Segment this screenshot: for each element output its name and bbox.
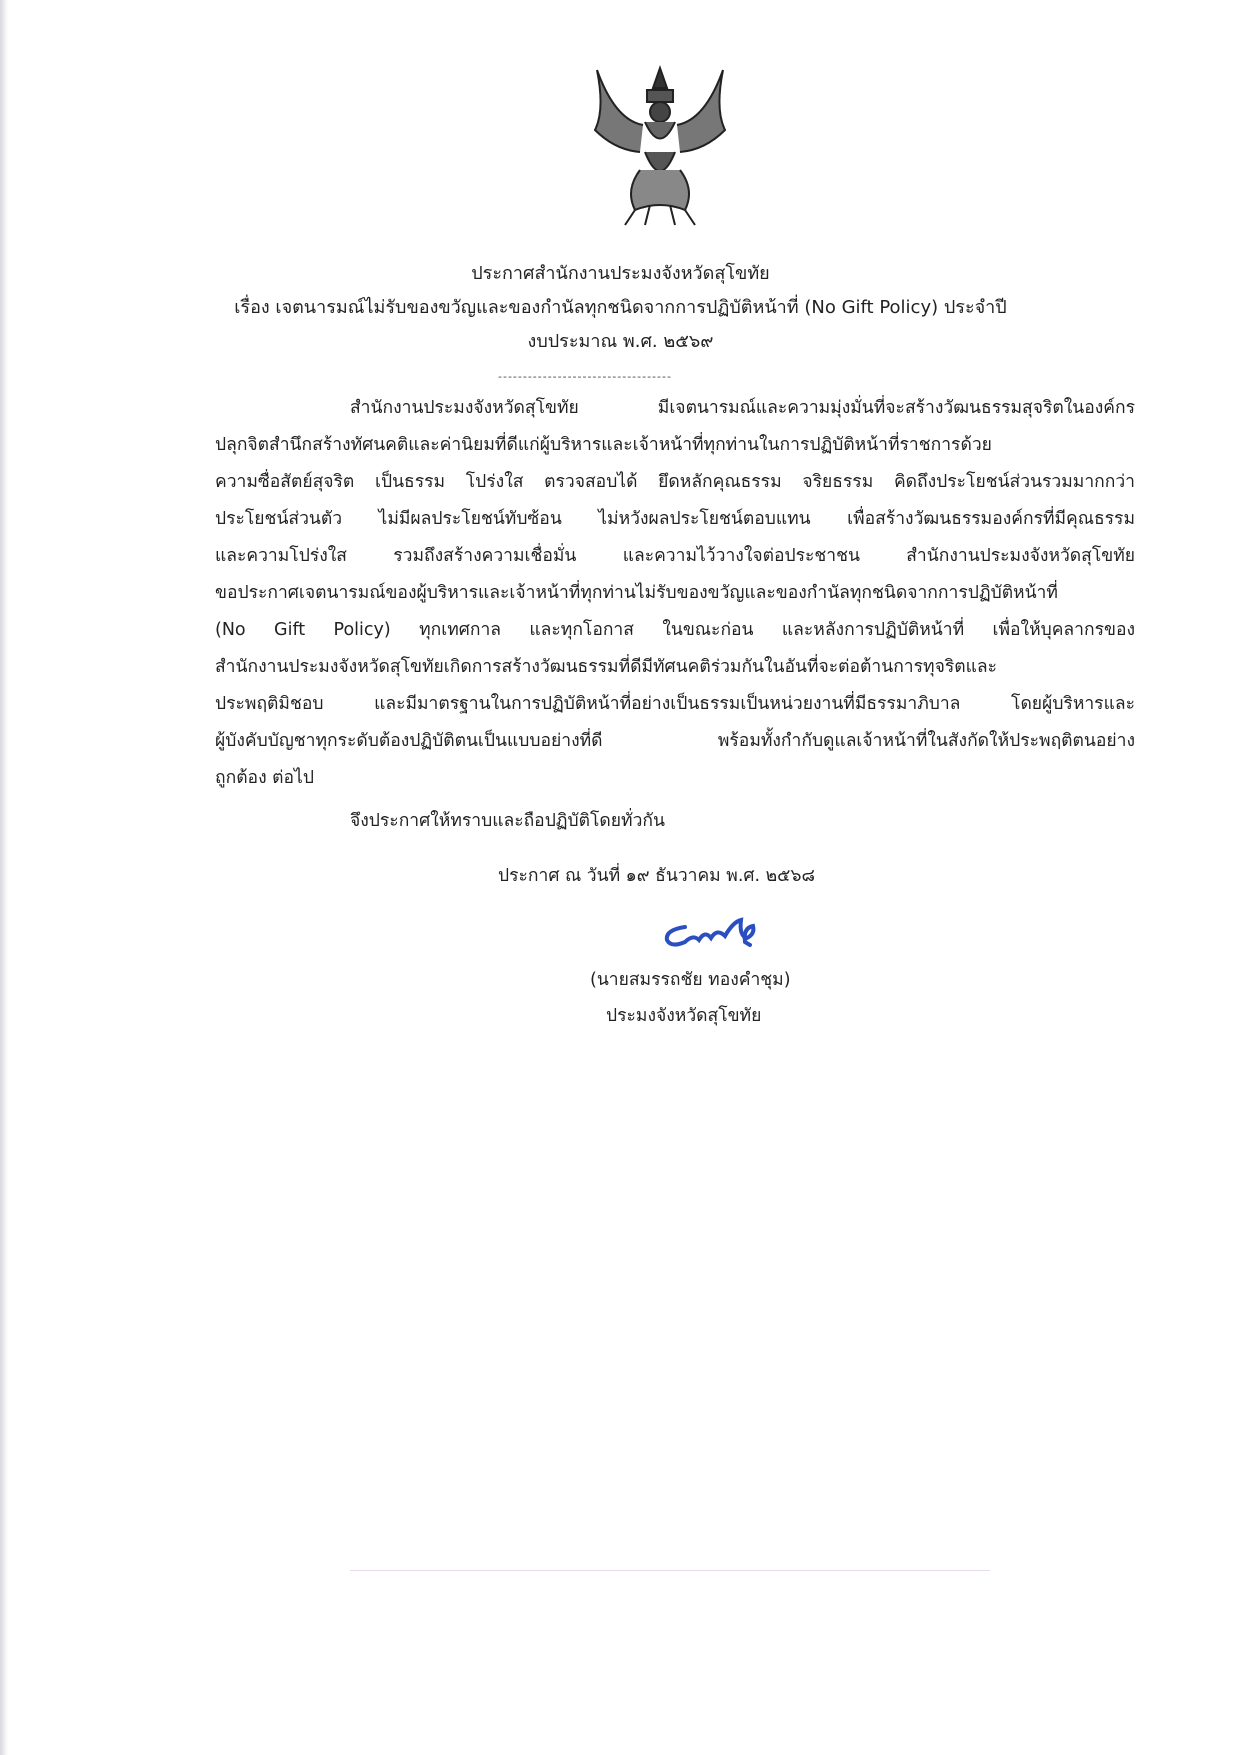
- body-line: ประพฤติมิชอบ และมีมาตรฐานในการปฏิบัติหน้าที่อย่างเป็นธรรมเป็นหน่วยงานที่มีธรรมาภิบาล โดยผู้บริหารและ: [215, 694, 1135, 714]
- body-line: (No Gift Policy) ทุกเทศกาล และทุกโอกาส ในขณะก่อน และหลังการปฏิบัติหน้าที่ เพื่อให้บุคลากรของ: [215, 620, 1135, 640]
- fiscal-year: งบประมาณ พ.ศ. ๒๕๖๙: [527, 331, 714, 352]
- signature-icon: [655, 912, 765, 957]
- body-line: ความซื่อสัตย์สุจริต เป็นธรรม โปร่งใส ตรวจสอบได้ ยึดหลักคุณธรรม จริยธรรม คิดถึงประโยชน์ส่วนรวมมากกว่า: [215, 472, 1135, 492]
- body-line: และความโปร่งใส รวมถึงสร้างความเชื่อมั่น และความไว้วางใจต่อประชาชน สำนักงานประมงจังหวัดสุโขทัย: [215, 546, 1135, 566]
- announcement-date: ประกาศ ณ วันที่ ๑๙ ธันวาคม พ.ศ. ๒๕๖๘: [498, 866, 815, 886]
- body-line: ประโยชน์ส่วนตัว ไม่มีผลประโยชน์ทับซ้อน ไม่หวังผลประโยชน์ตอบแทน เพื่อสร้างวัฒนธรรมองค์กรที่มีคุณธรรม: [215, 509, 1135, 529]
- body-line: ขอประกาศเจตนารมณ์ของผู้บริหารและเจ้าหน้าที่ทุกท่านไม่รับของขวัญและของกำนัลทุกชนิดจากการปฏิบัติหน้าที่: [215, 583, 1058, 603]
- body-line: ถูกต้อง ต่อไป: [215, 768, 314, 788]
- body-line: สำนักงานประมงจังหวัดสุโขทัย มีเจตนารมณ์และความมุ่งมั่นที่จะสร้างวัฒนธรรมสุจริตในองค์กร: [350, 398, 1135, 418]
- body-line: ผู้บังคับบัญชาทุกระดับต้องปฏิบัติตนเป็นแบบอย่างที่ดี พร้อมทั้งกำกับดูแลเจ้าหน้าที่ในสังกัดให้ประพฤติตนอย่าง: [215, 731, 1135, 751]
- signatory-name: (นายสมรรถชัย ทองคำชุม): [590, 970, 791, 990]
- announcement-title: ประกาศสำนักงานประมงจังหวัดสุโขทัย: [471, 263, 770, 284]
- footer-rule: [350, 1570, 990, 1571]
- signatory-position: ประมงจังหวัดสุโขทัย: [606, 1006, 762, 1026]
- garuda-emblem-icon: [585, 60, 735, 230]
- closing-statement: จึงประกาศให้ทราบและถือปฏิบัติโดยทั่วกัน: [350, 811, 665, 831]
- body-line: สำนักงานประมงจังหวัดสุโขทัยเกิดการสร้างวัฒนธรรมที่ดีมีทัศนคติร่วมกันในอันที่จะต่อต้านการทุจริตและ: [215, 657, 997, 677]
- separator-line: -----------------------------------: [498, 370, 672, 383]
- announcement-subject: เรื่อง เจตนารมณ์ไม่รับของขวัญและของกำนัลทุกชนิดจากการปฏิบัติหน้าที่ (No Gift Policy) ประจำปี: [234, 297, 1007, 318]
- body-line: ปลุกจิตสำนึกสร้างทัศนคติและค่านิยมที่ดีแก่ผู้บริหารและเจ้าหน้าที่ทุกท่านในการปฏิบัติหน้าที่ราชการด้วย: [215, 435, 992, 455]
